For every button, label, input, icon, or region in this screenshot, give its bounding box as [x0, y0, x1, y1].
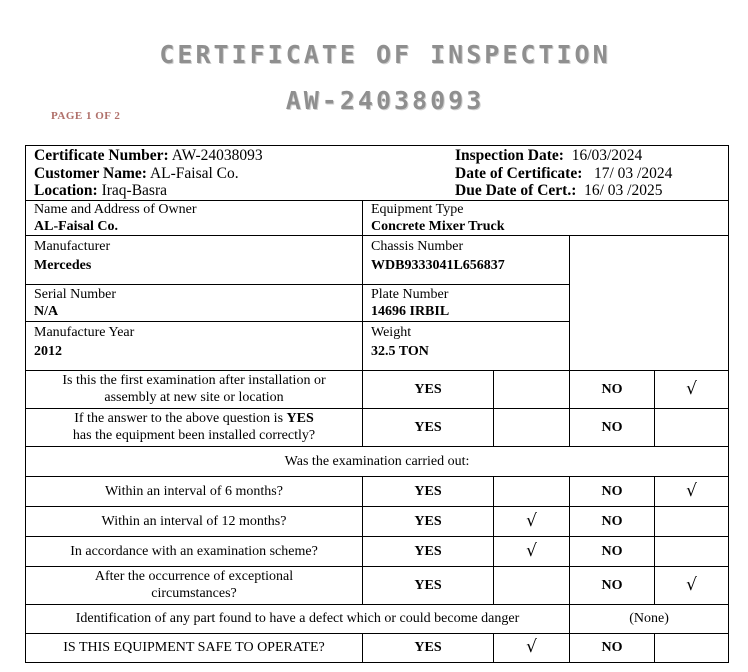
equipment-type-label: Equipment Type: [371, 201, 464, 217]
question-6-months: Within an interval of 6 months?: [26, 476, 363, 506]
weight-label: Weight: [371, 324, 412, 340]
yes-check-cell: [494, 408, 570, 446]
manufacturer-row: [26, 235, 729, 284]
section-heading: Was the examination carried out:: [26, 446, 729, 476]
chassis-value: WDB9333041L656837: [371, 257, 505, 273]
no-check-cell: [655, 408, 729, 446]
owner-cell: [26, 200, 363, 235]
plate-label: Plate Number: [371, 286, 449, 302]
question-row-examination-scheme: [26, 536, 729, 566]
check-mark-icon: √: [526, 510, 537, 531]
due-date: 16/ 03 /2025: [584, 182, 663, 199]
certificate-date: 17/ 03 /2024: [594, 164, 673, 182]
inspection-date-line: Inspection Date: 16/03/2024: [455, 147, 643, 164]
question-row-6-months: [26, 476, 729, 506]
yes-label: YES: [363, 566, 494, 604]
no-label: NO: [570, 408, 655, 446]
no-label: NO: [570, 370, 655, 408]
question-row-installed-correctly: [26, 408, 729, 446]
question-first-examination: Is this the first examination after installation or assembly at new site or location: [26, 370, 363, 408]
inspection-table: [25, 145, 729, 663]
question-exceptional-circumstances: After the occurrence of exceptional circumstances?: [26, 566, 363, 604]
header-block: [26, 146, 729, 201]
certificate-number: AW-24038093: [171, 147, 263, 164]
manufacturer-cell: [26, 235, 363, 284]
yes-label: YES: [363, 408, 494, 446]
weight-value: 32.5 TON: [371, 343, 429, 359]
question-row-first-examination: [26, 370, 729, 408]
yes-check-cell: [494, 566, 570, 604]
check-mark-icon: √: [686, 480, 697, 501]
owner-value: AL-Faisal Co.: [34, 218, 118, 234]
serial-cell: [26, 284, 363, 321]
check-mark-icon: √: [526, 540, 537, 561]
equipment-type-value: Concrete Mixer Truck: [371, 218, 505, 234]
check-mark-icon: √: [526, 637, 537, 657]
inspection-date: 16/03/2024: [571, 147, 643, 164]
plate-value: 14696 IRBIL: [371, 303, 450, 319]
yes-check-cell: [494, 633, 570, 662]
yes-check-cell: [494, 476, 570, 506]
question-12-months: Within an interval of 12 months?: [26, 506, 363, 536]
no-label: NO: [570, 633, 655, 662]
yes-label: YES: [363, 633, 494, 662]
certificate-date-line: Date of Certificate: 17/ 03 /2024: [455, 164, 673, 182]
yes-label: YES: [363, 476, 494, 506]
no-label: NO: [570, 536, 655, 566]
serial-label: Serial Number: [34, 286, 117, 302]
question-safe-to-operate: IS THIS EQUIPMENT SAFE TO OPERATE?: [26, 633, 363, 662]
question-installed-correctly: If the answer to the above question is YES has the equipment been installed correctly?: [26, 408, 363, 446]
no-check-cell: [655, 633, 729, 662]
no-check-cell: [655, 370, 729, 408]
chassis-label: Chassis Number: [371, 238, 464, 254]
page-label: PAGE 1 OF 2: [51, 110, 121, 122]
location-line: Location: Iraq-Basra: [34, 182, 167, 199]
customer-name-line: Customer Name: AL-Faisal Co.: [34, 164, 239, 182]
yes-label: YES: [363, 370, 494, 408]
year-cell: [26, 321, 363, 370]
plate-cell: [363, 284, 570, 321]
year-value: 2012: [34, 343, 62, 359]
no-check-cell: [655, 476, 729, 506]
owner-row: [26, 200, 729, 235]
check-mark-icon: √: [686, 378, 697, 399]
yes-check-cell: [494, 370, 570, 408]
defects-value: (None): [570, 604, 729, 633]
check-mark-icon: √: [686, 574, 697, 595]
yes-check-cell: [494, 536, 570, 566]
section-row: [26, 446, 729, 476]
certificate-code-heading: AW-24038093: [285, 86, 485, 115]
equipment-type-cell: [363, 200, 729, 235]
serial-value: N/A: [34, 303, 59, 319]
manufacturer-label: Manufacturer: [34, 238, 111, 254]
no-check-cell: [655, 506, 729, 536]
yes-check-cell: [494, 506, 570, 536]
question-examination-scheme: In accordance with an examination scheme?: [26, 536, 363, 566]
manufacturer-value: Mercedes: [34, 257, 92, 273]
document-title: CERTIFICATE OF INSPECTION: [159, 40, 611, 69]
owner-label: Name and Address of Owner: [34, 201, 197, 217]
year-label: Manufacture Year: [34, 324, 135, 340]
defects-row: [26, 604, 729, 633]
no-label: NO: [570, 566, 655, 604]
question-row-exceptional-circumstances: [26, 566, 729, 604]
no-label: NO: [570, 476, 655, 506]
question-row-12-months: [26, 506, 729, 536]
defects-question: Identification of any part found to have a defect which or could become danger: [26, 604, 570, 633]
no-label: NO: [570, 506, 655, 536]
chassis-cell: [363, 235, 570, 284]
yes-label: YES: [363, 536, 494, 566]
customer-name: AL-Faisal Co.: [149, 164, 239, 182]
blank-detail-cell: [570, 235, 729, 370]
weight-cell: [363, 321, 570, 370]
no-check-cell: [655, 536, 729, 566]
due-date-line: Due Date of Cert.: 16/ 03 /2025: [455, 182, 663, 199]
no-check-cell: [655, 566, 729, 604]
certificate-number-line: Certificate Number: AW-24038093: [34, 147, 263, 164]
safe-row: [26, 633, 729, 662]
yes-label: YES: [363, 506, 494, 536]
location: Iraq-Basra: [101, 182, 167, 199]
